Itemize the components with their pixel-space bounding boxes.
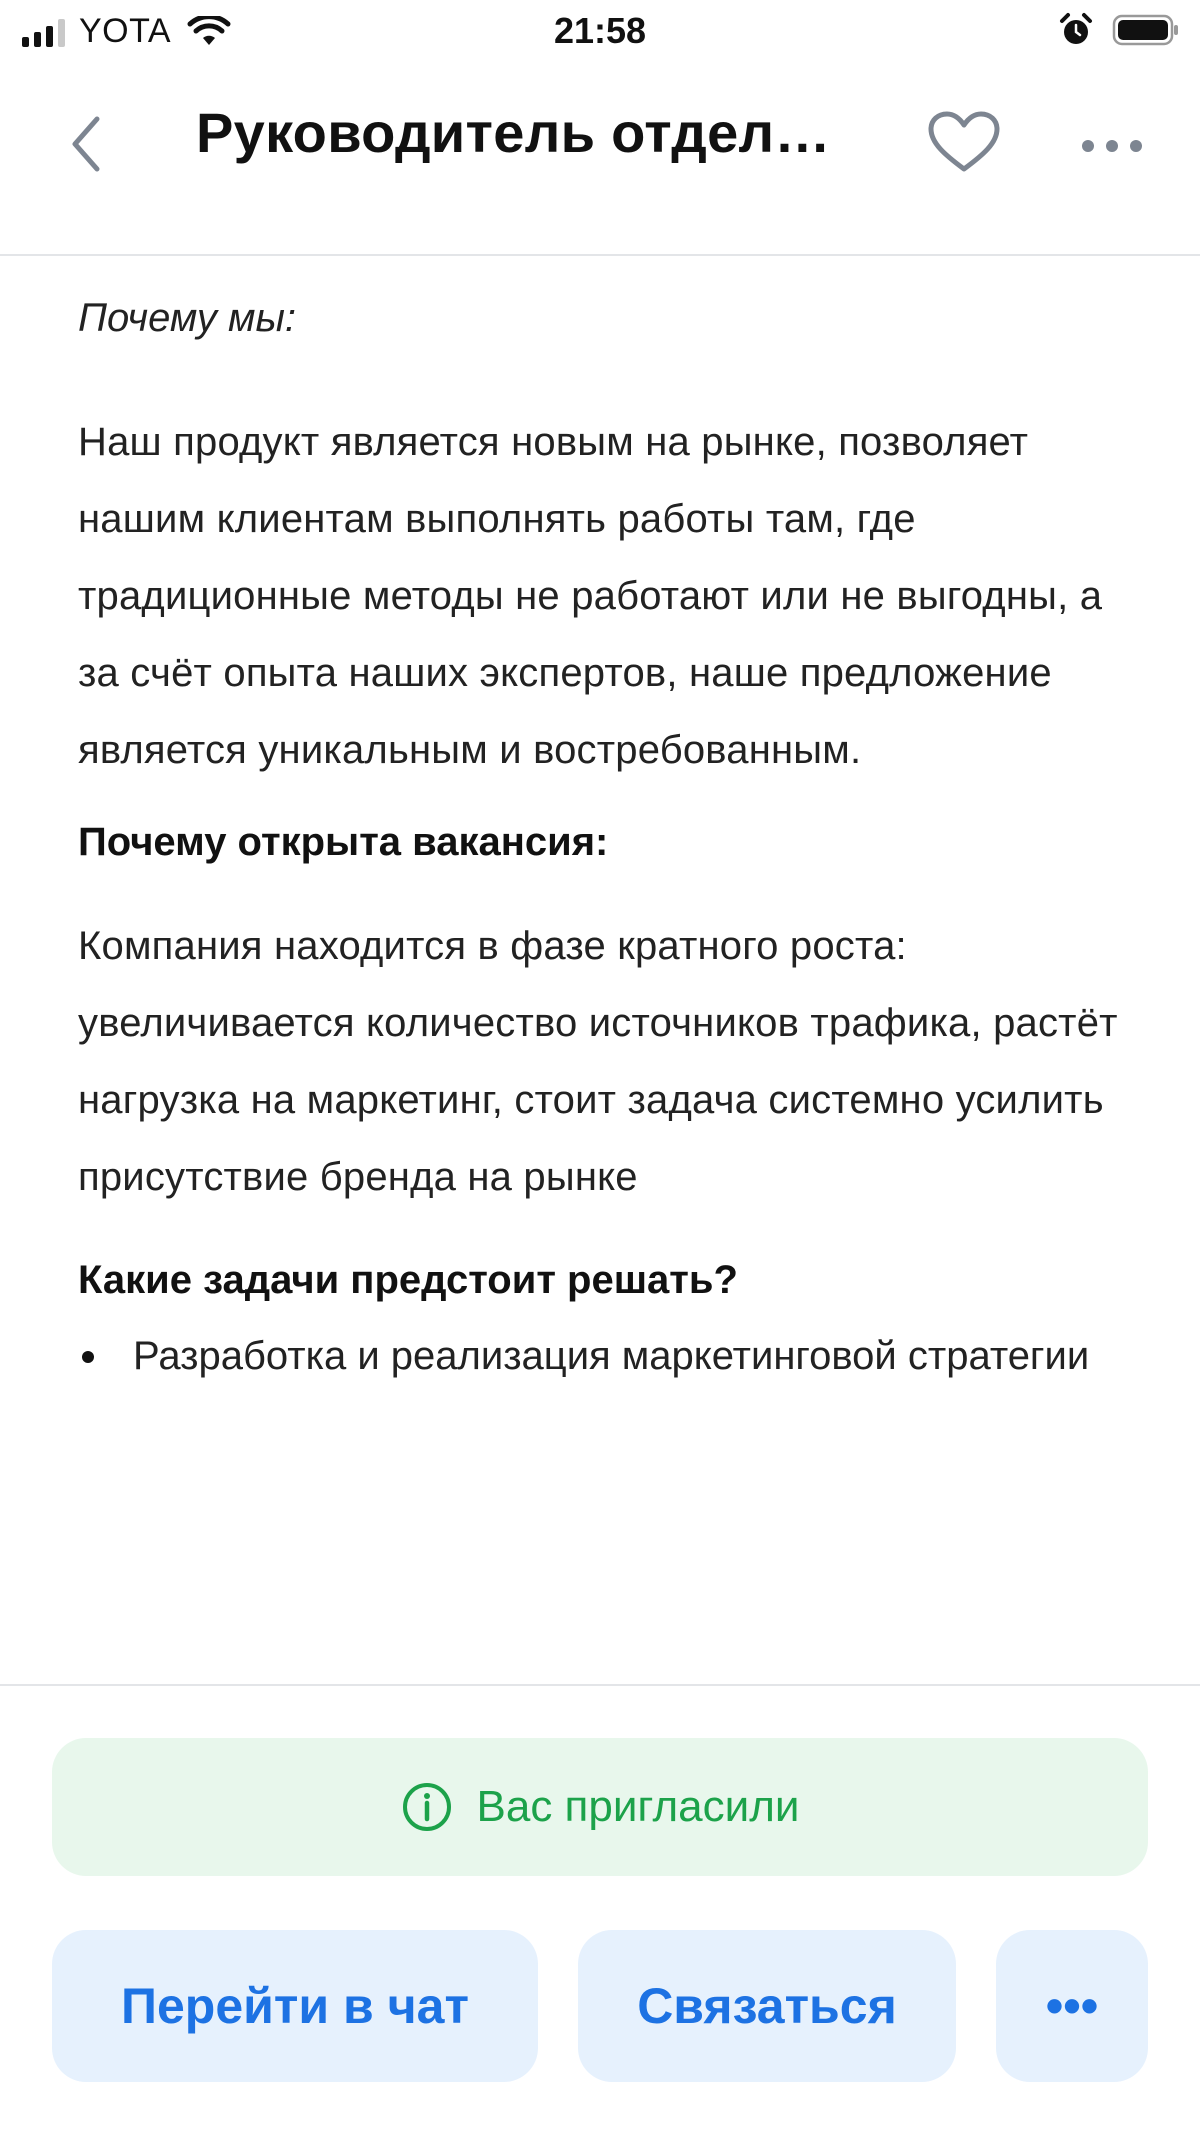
why-open-text: Компания находится в фазе кратного роста: увеличивается количество источников трафика, растёт нагрузка на маркетинг, стоит задача системно усилить присутствие бренда на рынке — [78, 924, 1118, 1199]
tasks-list — [78, 1318, 1138, 1395]
status-right — [1058, 12, 1180, 48]
chevron-left-icon — [69, 115, 103, 173]
bottom-action-panel — [0, 1684, 1200, 2136]
clock: 21:58 — [553, 10, 647, 51]
why-us-text: Наш продукт является новым на рынке, позволяет нашим клиентам выполнять работы там, где традиционные методы не работают или не выгодны, а за счёт опыта наших экспертов, наше предложение является уникальным и востребованным. — [78, 420, 1103, 772]
more-actions-button[interactable]: ••• — [996, 1930, 1148, 2082]
more-horizontal-icon — [1081, 139, 1143, 153]
heart-icon — [925, 109, 1003, 175]
nav-header — [0, 64, 1200, 256]
carrier-name: YOTA — [79, 12, 172, 50]
vacancy-description — [78, 290, 1138, 1395]
tasks-heading: Какие задачи предстоит решать? — [78, 1258, 738, 1302]
back-button[interactable] — [56, 104, 116, 184]
info-circle-icon — [401, 1781, 453, 1833]
go-to-chat-button[interactable]: Перейти в чат — [52, 1930, 538, 2082]
page-title: Руководитель отдел… — [196, 101, 831, 164]
favorite-button[interactable] — [922, 100, 1006, 184]
why-open-heading: Почему открыта вакансия: — [78, 820, 609, 864]
invited-label: Вас пригласили — [476, 1782, 800, 1831]
why-us-heading: Почему мы: — [78, 296, 296, 340]
list-item: Разработка и реализация маркетинговой стратегии — [78, 1318, 1138, 1395]
invited-status-banner — [52, 1738, 1148, 1876]
more-options-button[interactable] — [1070, 106, 1154, 186]
contact-button[interactable]: Связаться — [578, 1930, 956, 2082]
battery-icon — [1112, 14, 1180, 46]
alarm-icon — [1058, 12, 1094, 48]
status-bar — [0, 0, 1200, 64]
